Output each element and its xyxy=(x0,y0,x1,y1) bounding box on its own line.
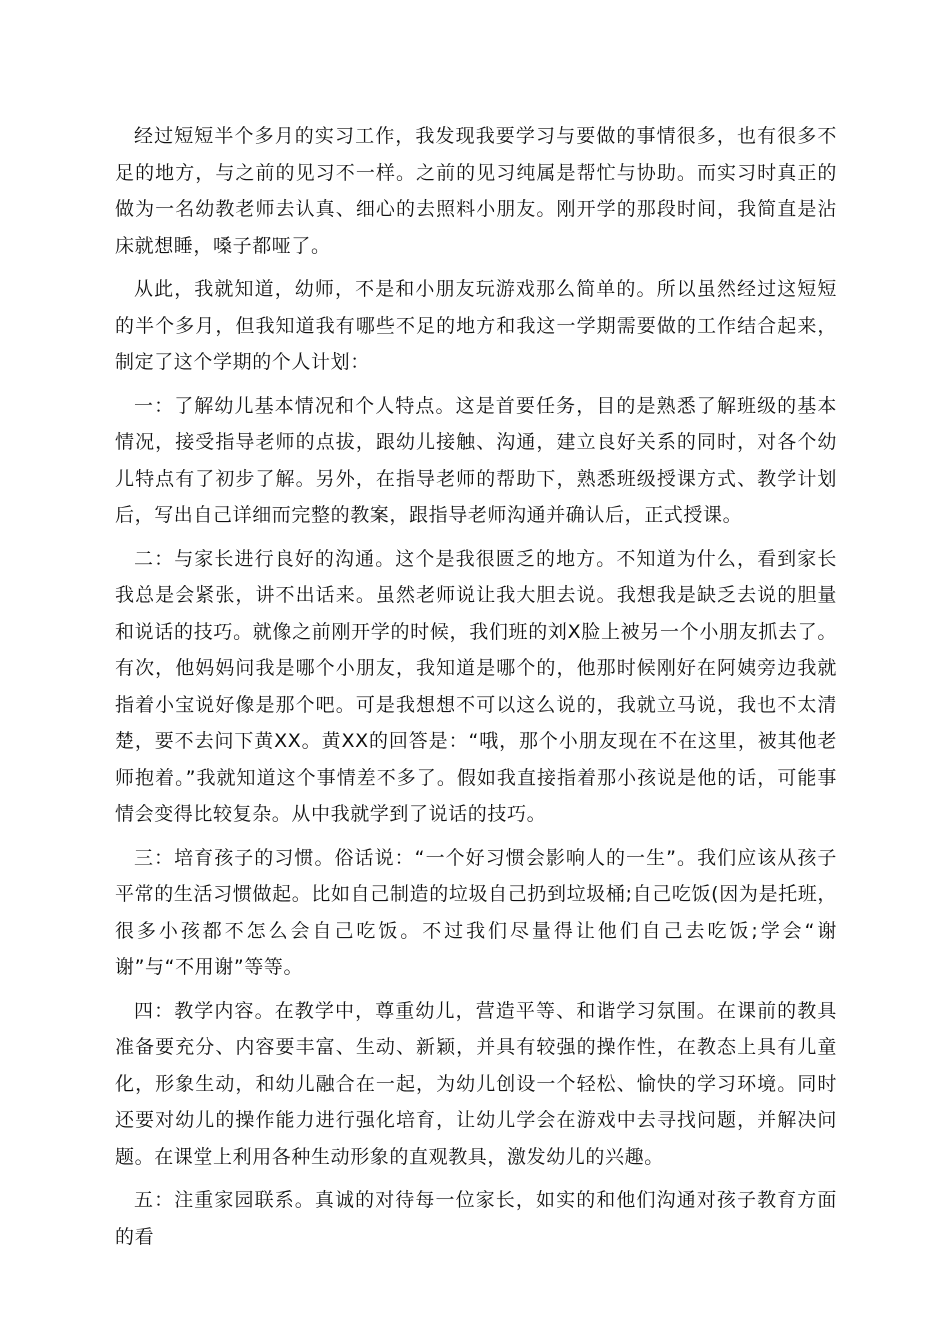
document-page xyxy=(115,118,837,1262)
paragraph-intro: 经过短短半个多月的实习工作，我发现我要学习与要做的事情很多，也有很多不足的地方，与之前的见习不一样。之前的见习纯属是帮忙与协助。而实习时真正的做为一名幼教老师去认真、细心的去照料小朋友。刚开学的那段时间，我简直是沾床就想睡，嗓子都哑了。 xyxy=(115,125,837,257)
paragraph-item-5: 五：注重家园联系。真诚的对待每一位家长，如实的和他们沟通对孩子教育方面的看 xyxy=(115,1189,837,1248)
paragraph-item-3: 三：培育孩子的习惯。俗话说：“一个好习惯会影响人的一生”。我们应该从孩子平常的生活习惯做起。比如自己制造的垃圾自己扔到垃圾桶;自己吃饭(因为是托班，很多小孩都不怎么会自己吃饭。不过我们尽量得让他们自己去吃饭;学会“谢谢”与“不用谢”等等。 xyxy=(115,846,837,978)
paragraph-item-1: 一：了解幼儿基本情况和个人特点。这是首要任务，目的是熟悉了解班级的基本情况，接受指导老师的点拔，跟幼儿接触、沟通，建立良好关系的同时，对各个幼儿特点有了初步了解。另外，在指导老师的帮助下，熟悉班级授课方式、教学计划后，写出自己详细而完整的教案，跟指导老师沟通并确认后，正式授课。 xyxy=(115,394,837,526)
paragraph-plan-intro: 从此，我就知道，幼师，不是和小朋友玩游戏那么简单的。所以虽然经过这短短的半个多月，但我知道我有哪些不足的地方和我这一学期需要做的工作结合起来，制定了这个学期的个人计划： xyxy=(115,278,837,373)
paragraph-item-2: 二：与家长进行良好的沟通。这个是我很匮乏的地方。不知道为什么，看到家长我总是会紧张，讲不出话来。虽然老师说让我大胆去说。我想我是缺乏去说的胆量和说话的技巧。就像之前刚开学的时候，我们班的刘X脸上被另一个小朋友抓去了。有次，他妈妈问我是哪个小朋友，我知道是哪个的，他那时候刚好在阿姨旁边我就指着小宝说好像是那个吧。可是我想想不可以这么说的，我就立马说，我也不太清楚，要不去问下黄XX。黄XX的回答是：“哦，那个小朋友现在不在这里，被其他老师抱着。”我就知道这个事情差不多了。假如我直接指着那小孩说是他的话，可能事情会变得比较复杂。从中我就学到了说话的技巧。 xyxy=(115,547,837,825)
paragraph-item-4: 四：教学内容。在教学中，尊重幼儿，营造平等、和谐学习氛围。在课前的教具准备要充分、内容要丰富、生动、新颖，并具有较强的操作性，在教态上具有儿童化，形象生动，和幼儿融合在一起，为幼儿创设一个轻松、愉快的学习环境。同时还要对幼儿的操作能力进行强化培育，让幼儿学会在游戏中去寻找问题，并解决问题。在课堂上利用各种生动形象的直观教具，激发幼儿的兴趣。 xyxy=(115,999,837,1168)
